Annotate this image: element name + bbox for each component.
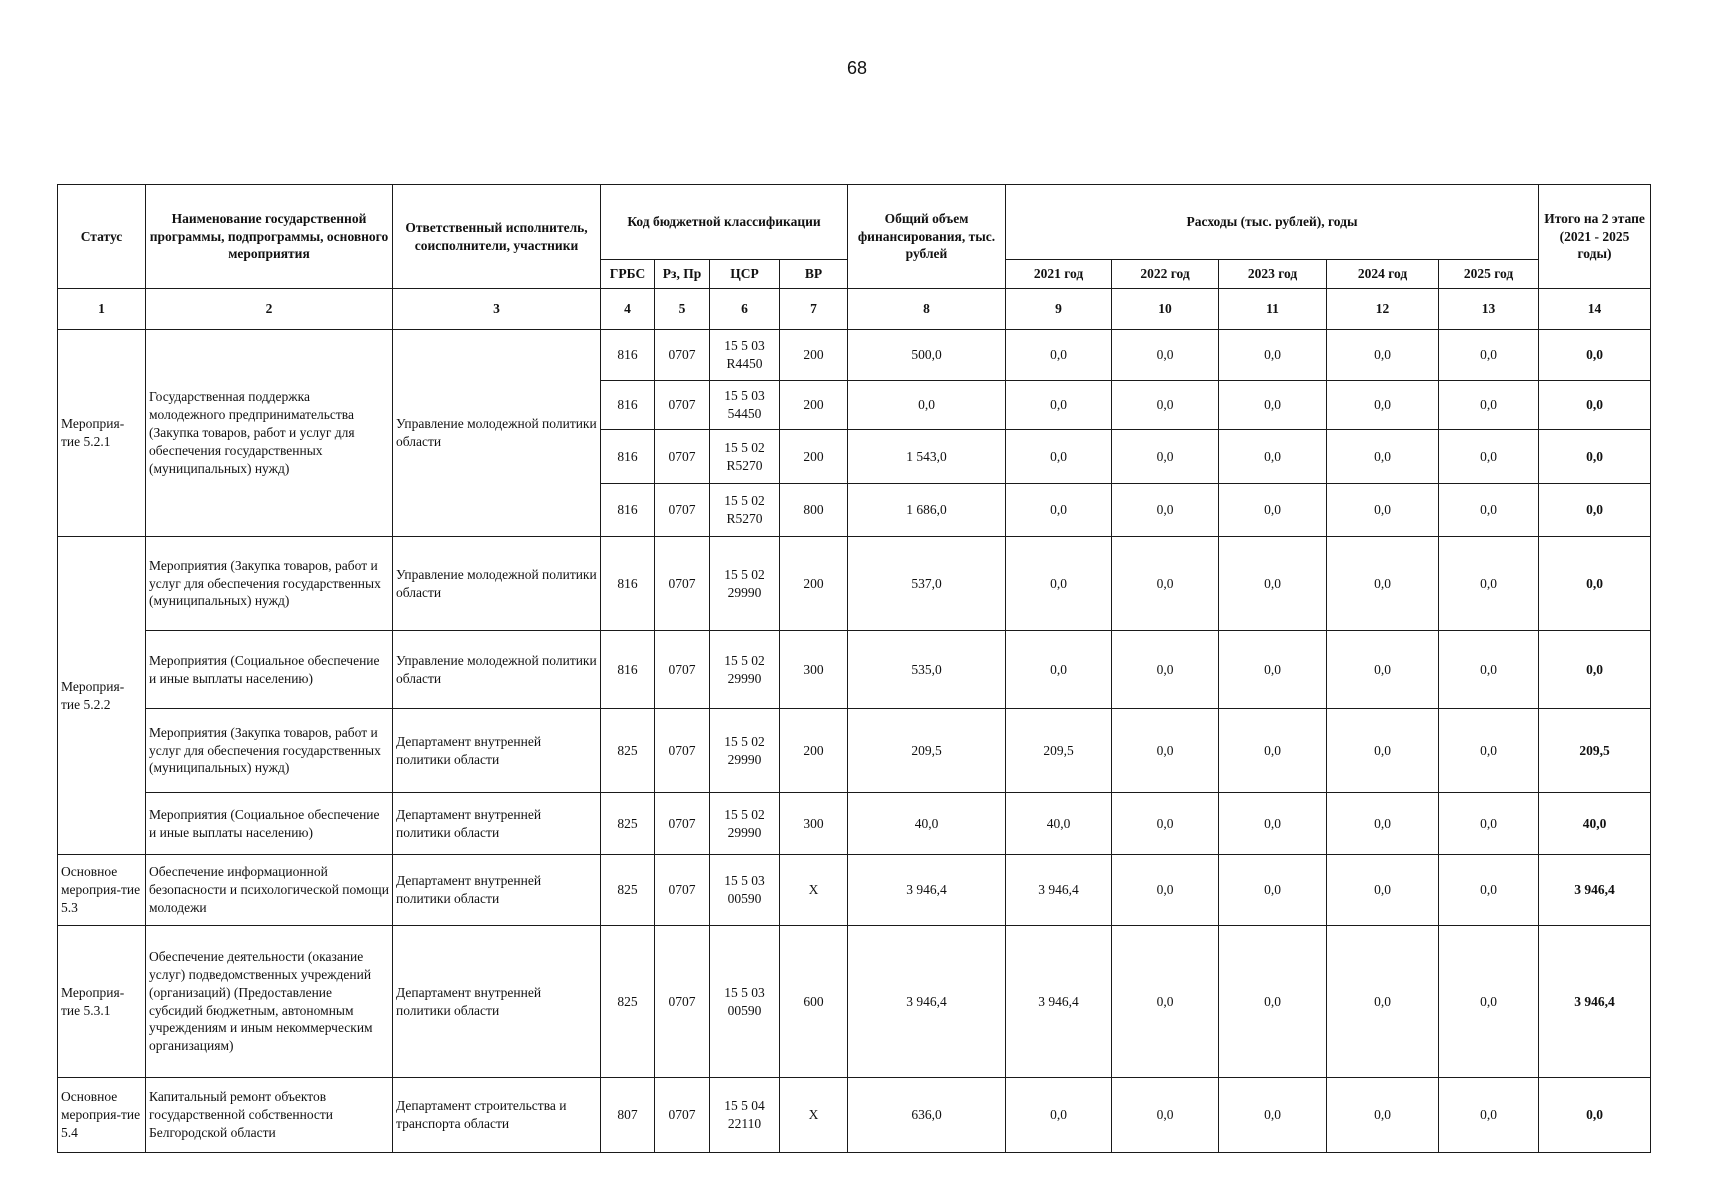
total-volume-cell: 40,0 bbox=[848, 793, 1006, 855]
header-rzpr: Рз, Пр bbox=[655, 260, 710, 289]
year-2023-cell: 0,0 bbox=[1219, 1078, 1327, 1153]
year-2025-cell: 0,0 bbox=[1439, 330, 1539, 381]
status-cell: Мероприя-тие 5.2.2 bbox=[58, 537, 146, 855]
vr-cell: 300 bbox=[780, 631, 848, 709]
year-2022-cell: 0,0 bbox=[1112, 430, 1219, 484]
year-2021-cell: 3 946,4 bbox=[1006, 855, 1112, 926]
status-cell: Основное мероприя-тие 5.3 bbox=[58, 855, 146, 926]
stage-total-cell: 0,0 bbox=[1539, 484, 1651, 537]
year-2025-cell: 0,0 bbox=[1439, 793, 1539, 855]
header-budget-code: Код бюджетной классификации bbox=[601, 185, 848, 260]
grbs-cell: 816 bbox=[601, 381, 655, 430]
year-2022-cell: 0,0 bbox=[1112, 1078, 1219, 1153]
column-number: 7 bbox=[780, 289, 848, 330]
csr-cell: 15 5 03 R4450 bbox=[710, 330, 780, 381]
csr-cell: 15 5 03 00590 bbox=[710, 926, 780, 1078]
year-2025-cell: 0,0 bbox=[1439, 430, 1539, 484]
stage-total-cell: 0,0 bbox=[1539, 330, 1651, 381]
year-2022-cell: 0,0 bbox=[1112, 709, 1219, 793]
responsible-cell: Департамент внутренней политики области bbox=[393, 793, 601, 855]
year-2022-cell: 0,0 bbox=[1112, 537, 1219, 631]
year-2021-cell: 0,0 bbox=[1006, 631, 1112, 709]
year-2024-cell: 0,0 bbox=[1327, 537, 1439, 631]
responsible-cell: Управление молодежной политики области bbox=[393, 631, 601, 709]
table-row bbox=[58, 1078, 1651, 1153]
column-number: 8 bbox=[848, 289, 1006, 330]
column-number: 9 bbox=[1006, 289, 1112, 330]
name-cell: Капитальный ремонт объектов государственной собственности Белгородской области bbox=[146, 1078, 393, 1153]
header-responsible: Ответственный исполнитель, соисполнители, участники bbox=[393, 185, 601, 289]
table-row bbox=[58, 330, 1651, 381]
rzpr-cell: 0707 bbox=[655, 330, 710, 381]
year-2024-cell: 0,0 bbox=[1327, 430, 1439, 484]
header-stage-total: Итого на 2 этапе (2021 - 2025 годы) bbox=[1539, 185, 1651, 289]
stage-total-cell: 3 946,4 bbox=[1539, 926, 1651, 1078]
table-row bbox=[58, 631, 1651, 709]
grbs-cell: 825 bbox=[601, 793, 655, 855]
year-2021-cell: 0,0 bbox=[1006, 330, 1112, 381]
year-2021-cell: 209,5 bbox=[1006, 709, 1112, 793]
total-volume-cell: 636,0 bbox=[848, 1078, 1006, 1153]
vr-cell: 800 bbox=[780, 484, 848, 537]
year-2023-cell: 0,0 bbox=[1219, 430, 1327, 484]
table-row bbox=[58, 793, 1651, 855]
rzpr-cell: 0707 bbox=[655, 709, 710, 793]
vr-cell: 200 bbox=[780, 330, 848, 381]
total-volume-cell: 0,0 bbox=[848, 381, 1006, 430]
rzpr-cell: 0707 bbox=[655, 484, 710, 537]
header-year-2023: 2023 год bbox=[1219, 260, 1327, 289]
grbs-cell: 807 bbox=[601, 1078, 655, 1153]
column-number: 12 bbox=[1327, 289, 1439, 330]
table-row bbox=[58, 855, 1651, 926]
year-2023-cell: 0,0 bbox=[1219, 484, 1327, 537]
csr-cell: 15 5 02 29990 bbox=[710, 793, 780, 855]
header-year-2022: 2022 год bbox=[1112, 260, 1219, 289]
year-2021-cell: 0,0 bbox=[1006, 537, 1112, 631]
responsible-cell: Департамент внутренней политики области bbox=[393, 855, 601, 926]
year-2024-cell: 0,0 bbox=[1327, 709, 1439, 793]
vr-cell: 200 bbox=[780, 537, 848, 631]
year-2022-cell: 0,0 bbox=[1112, 926, 1219, 1078]
page-number: 68 bbox=[846, 58, 868, 78]
total-volume-cell: 537,0 bbox=[848, 537, 1006, 631]
column-number: 3 bbox=[393, 289, 601, 330]
year-2025-cell: 0,0 bbox=[1439, 537, 1539, 631]
stage-total-cell: 0,0 bbox=[1539, 631, 1651, 709]
header-expenses: Расходы (тыс. рублей), годы bbox=[1006, 185, 1539, 260]
vr-cell: 200 bbox=[780, 381, 848, 430]
csr-cell: 15 5 03 54450 bbox=[710, 381, 780, 430]
stage-total-cell: 209,5 bbox=[1539, 709, 1651, 793]
year-2022-cell: 0,0 bbox=[1112, 381, 1219, 430]
table-row bbox=[58, 537, 1651, 631]
responsible-cell: Департамент внутренней политики области bbox=[393, 926, 601, 1078]
year-2022-cell: 0,0 bbox=[1112, 330, 1219, 381]
column-number: 5 bbox=[655, 289, 710, 330]
year-2025-cell: 0,0 bbox=[1439, 484, 1539, 537]
rzpr-cell: 0707 bbox=[655, 381, 710, 430]
year-2021-cell: 0,0 bbox=[1006, 430, 1112, 484]
year-2024-cell: 0,0 bbox=[1327, 855, 1439, 926]
column-number: 11 bbox=[1219, 289, 1327, 330]
name-cell: Обеспечение информационной безопасности и психологической помощи молодежи bbox=[146, 855, 393, 926]
year-2023-cell: 0,0 bbox=[1219, 926, 1327, 1078]
table-row bbox=[58, 926, 1651, 1078]
name-cell: Мероприятия (Социальное обеспечение и иные выплаты населению) bbox=[146, 793, 393, 855]
year-2022-cell: 0,0 bbox=[1112, 484, 1219, 537]
stage-total-cell: 0,0 bbox=[1539, 430, 1651, 484]
year-2023-cell: 0,0 bbox=[1219, 537, 1327, 631]
stage-total-cell: 3 946,4 bbox=[1539, 855, 1651, 926]
header-year-2024: 2024 год bbox=[1327, 260, 1439, 289]
year-2022-cell: 0,0 bbox=[1112, 631, 1219, 709]
year-2022-cell: 0,0 bbox=[1112, 793, 1219, 855]
stage-total-cell: 40,0 bbox=[1539, 793, 1651, 855]
year-2021-cell: 40,0 bbox=[1006, 793, 1112, 855]
name-cell: Мероприятия (Закупка товаров, работ и услуг для обеспечения государственных (муниципальных) нужд) bbox=[146, 537, 393, 631]
vr-cell: 600 bbox=[780, 926, 848, 1078]
grbs-cell: 825 bbox=[601, 855, 655, 926]
vr-cell: 200 bbox=[780, 709, 848, 793]
vr-cell: Х bbox=[780, 855, 848, 926]
rzpr-cell: 0707 bbox=[655, 1078, 710, 1153]
name-cell: Мероприятия (Социальное обеспечение и иные выплаты населению) bbox=[146, 631, 393, 709]
column-number: 13 bbox=[1439, 289, 1539, 330]
total-volume-cell: 535,0 bbox=[848, 631, 1006, 709]
name-cell: Мероприятия (Закупка товаров, работ и услуг для обеспечения государственных (муниципальных) нужд) bbox=[146, 709, 393, 793]
year-2024-cell: 0,0 bbox=[1327, 330, 1439, 381]
vr-cell: 300 bbox=[780, 793, 848, 855]
rzpr-cell: 0707 bbox=[655, 631, 710, 709]
year-2024-cell: 0,0 bbox=[1327, 484, 1439, 537]
grbs-cell: 816 bbox=[601, 430, 655, 484]
column-number: 14 bbox=[1539, 289, 1651, 330]
year-2024-cell: 0,0 bbox=[1327, 1078, 1439, 1153]
year-2025-cell: 0,0 bbox=[1439, 855, 1539, 926]
year-2024-cell: 0,0 bbox=[1327, 926, 1439, 1078]
year-2023-cell: 0,0 bbox=[1219, 381, 1327, 430]
csr-cell: 15 5 02 R5270 bbox=[710, 430, 780, 484]
year-2023-cell: 0,0 bbox=[1219, 793, 1327, 855]
csr-cell: 15 5 03 00590 bbox=[710, 855, 780, 926]
header-year-2025: 2025 год bbox=[1439, 260, 1539, 289]
responsible-cell: Управление молодежной политики области bbox=[393, 537, 601, 631]
year-2025-cell: 0,0 bbox=[1439, 1078, 1539, 1153]
grbs-cell: 816 bbox=[601, 537, 655, 631]
status-cell: Мероприя-тие 5.3.1 bbox=[58, 926, 146, 1078]
grbs-cell: 825 bbox=[601, 926, 655, 1078]
year-2024-cell: 0,0 bbox=[1327, 793, 1439, 855]
vr-cell: Х bbox=[780, 1078, 848, 1153]
rzpr-cell: 0707 bbox=[655, 855, 710, 926]
year-2023-cell: 0,0 bbox=[1219, 855, 1327, 926]
csr-cell: 15 5 02 29990 bbox=[710, 709, 780, 793]
total-volume-cell: 500,0 bbox=[848, 330, 1006, 381]
status-cell: Основное мероприя-тие 5.4 bbox=[58, 1078, 146, 1153]
header-name: Наименование государственной программы, подпрограммы, основного мероприятия bbox=[146, 185, 393, 289]
year-2024-cell: 0,0 bbox=[1327, 631, 1439, 709]
responsible-cell: Департамент внутренней политики области bbox=[393, 709, 601, 793]
grbs-cell: 816 bbox=[601, 330, 655, 381]
csr-cell: 15 5 02 29990 bbox=[710, 631, 780, 709]
header-vr: ВР bbox=[780, 260, 848, 289]
year-2021-cell: 0,0 bbox=[1006, 484, 1112, 537]
column-number-row bbox=[58, 289, 1651, 330]
total-volume-cell: 1 543,0 bbox=[848, 430, 1006, 484]
total-volume-cell: 209,5 bbox=[848, 709, 1006, 793]
responsible-cell: Департамент строительства и транспорта области bbox=[393, 1078, 601, 1153]
header-csr: ЦСР bbox=[710, 260, 780, 289]
grbs-cell: 825 bbox=[601, 709, 655, 793]
stage-total-cell: 0,0 bbox=[1539, 381, 1651, 430]
name-cell: Обеспечение деятельности (оказание услуг) подведомственных учреждений (организаций) (Предоставление субсидий бюджетным, автономным учреждениям и иным некоммерческим организациям) bbox=[146, 926, 393, 1078]
column-number: 10 bbox=[1112, 289, 1219, 330]
column-number: 2 bbox=[146, 289, 393, 330]
rzpr-cell: 0707 bbox=[655, 430, 710, 484]
year-2025-cell: 0,0 bbox=[1439, 381, 1539, 430]
year-2022-cell: 0,0 bbox=[1112, 855, 1219, 926]
year-2025-cell: 0,0 bbox=[1439, 926, 1539, 1078]
column-number: 4 bbox=[601, 289, 655, 330]
rzpr-cell: 0707 bbox=[655, 926, 710, 1078]
year-2023-cell: 0,0 bbox=[1219, 709, 1327, 793]
year-2021-cell: 0,0 bbox=[1006, 1078, 1112, 1153]
year-2024-cell: 0,0 bbox=[1327, 381, 1439, 430]
stage-total-cell: 0,0 bbox=[1539, 537, 1651, 631]
responsible-cell: Управление молодежной политики области bbox=[393, 330, 601, 537]
grbs-cell: 816 bbox=[601, 631, 655, 709]
stage-total-cell: 0,0 bbox=[1539, 1078, 1651, 1153]
grbs-cell: 816 bbox=[601, 484, 655, 537]
table-row bbox=[58, 709, 1651, 793]
vr-cell: 200 bbox=[780, 430, 848, 484]
total-volume-cell: 1 686,0 bbox=[848, 484, 1006, 537]
year-2025-cell: 0,0 bbox=[1439, 631, 1539, 709]
header-grbs: ГРБС bbox=[601, 260, 655, 289]
rzpr-cell: 0707 bbox=[655, 793, 710, 855]
year-2025-cell: 0,0 bbox=[1439, 709, 1539, 793]
csr-cell: 15 5 02 29990 bbox=[710, 537, 780, 631]
year-2023-cell: 0,0 bbox=[1219, 330, 1327, 381]
header-year-2021: 2021 год bbox=[1006, 260, 1112, 289]
year-2023-cell: 0,0 bbox=[1219, 631, 1327, 709]
rzpr-cell: 0707 bbox=[655, 537, 710, 631]
header-total-volume: Общий объем финансирования, тыс. рублей bbox=[848, 185, 1006, 289]
year-2021-cell: 0,0 bbox=[1006, 381, 1112, 430]
header-status: Статус bbox=[58, 185, 146, 289]
total-volume-cell: 3 946,4 bbox=[848, 855, 1006, 926]
total-volume-cell: 3 946,4 bbox=[848, 926, 1006, 1078]
column-number: 6 bbox=[710, 289, 780, 330]
status-cell: Мероприя-тие 5.2.1 bbox=[58, 330, 146, 537]
csr-cell: 15 5 04 22110 bbox=[710, 1078, 780, 1153]
budget-table bbox=[57, 184, 1651, 1153]
year-2021-cell: 3 946,4 bbox=[1006, 926, 1112, 1078]
name-cell: Государственная поддержка молодежного предпринимательства (Закупка товаров, работ и услуг для обеспечения государственных (муниципальных) нужд) bbox=[146, 330, 393, 537]
csr-cell: 15 5 02 R5270 bbox=[710, 484, 780, 537]
column-number: 1 bbox=[58, 289, 146, 330]
